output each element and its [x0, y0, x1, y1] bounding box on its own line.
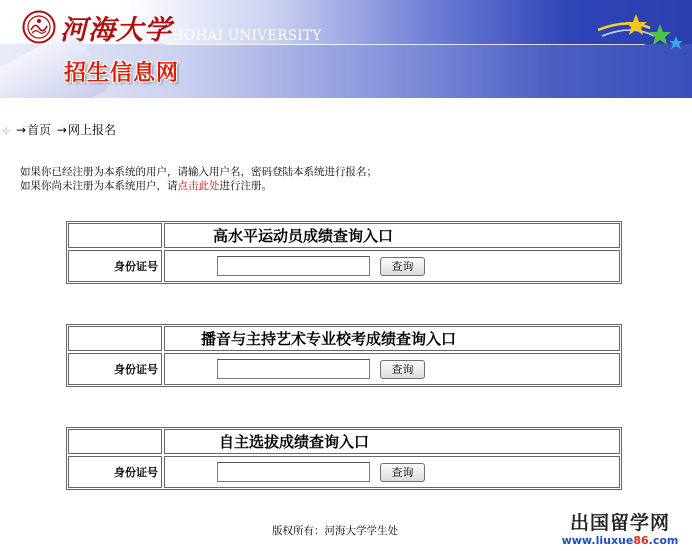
register-link[interactable]: 点击此处: [177, 180, 220, 192]
logo-english: HOHAI UNIVERSITY: [172, 28, 322, 44]
id-number-label: 身份证号: [68, 456, 162, 488]
breadcrumb: [2, 121, 116, 138]
intro-line-2-suffix: 进行注册。: [219, 180, 272, 192]
query-section-independent-selection: [66, 427, 622, 490]
banner-rule: [165, 44, 645, 45]
watermark-url-suffix: .com: [648, 534, 679, 547]
watermark-url-prefix: www.liuxue: [561, 534, 634, 547]
section-header-row: [68, 429, 620, 454]
id-number-input[interactable]: [217, 462, 370, 482]
input-cell: [164, 353, 620, 385]
query-button[interactable]: 查询: [380, 360, 425, 379]
section-title: 高水平运动员成绩查询入口: [164, 223, 620, 248]
stars-icon: [598, 8, 688, 64]
intro-line-1: 如果你已经注册为本系统的用户，请输入用户名，密码登陆本系统进行报名；: [20, 166, 377, 178]
section-title: 自主选拔成绩查询入口: [164, 429, 620, 454]
header-blank-cell: [68, 223, 162, 248]
section-header-row: [68, 223, 620, 248]
input-cell: [164, 456, 620, 488]
query-section-athletes: [66, 221, 622, 284]
university-seal-icon: [22, 10, 56, 44]
intro-text: [20, 165, 377, 193]
id-number-input[interactable]: [217, 359, 370, 379]
query-section-broadcasting: [66, 324, 622, 387]
query-button[interactable]: 查询: [380, 257, 425, 276]
input-cell: [164, 250, 620, 282]
section-header-row: [68, 326, 620, 351]
watermark: [548, 512, 692, 551]
watermark-url-number: 86: [633, 534, 649, 547]
breadcrumb-current: 网上报名: [67, 123, 116, 137]
id-number-input[interactable]: [217, 256, 370, 276]
id-number-label: 身份证号: [68, 250, 162, 282]
breadcrumb-separator: →: [56, 123, 67, 137]
intro-line-2-prefix: 如果你尚未注册为本系统用户，请: [20, 180, 178, 192]
logo-chinese: 河海大学: [60, 15, 172, 46]
watermark-name: 出国留学网: [569, 512, 670, 534]
section-input-row: [68, 353, 620, 385]
header-blank-cell: [68, 326, 162, 351]
section-input-row: [68, 250, 620, 282]
query-button[interactable]: 查询: [380, 463, 425, 482]
id-number-label: 身份证号: [68, 353, 162, 385]
section-input-row: [68, 456, 620, 488]
breadcrumb-separator: →: [16, 123, 27, 137]
watermark-url: [548, 534, 692, 548]
breadcrumb-arrow-icon: ⊹: [2, 126, 11, 137]
copyright-footer: 版权所有：河海大学学生处: [272, 525, 398, 537]
intro-line-2: [20, 179, 377, 193]
section-title: 播音与主持艺术专业校考成绩查询入口: [164, 326, 620, 351]
site-title: 招生信息网: [64, 61, 180, 86]
breadcrumb-home-link[interactable]: 首页: [27, 123, 52, 137]
header-banner: [0, 0, 692, 98]
header-blank-cell: [68, 429, 162, 454]
